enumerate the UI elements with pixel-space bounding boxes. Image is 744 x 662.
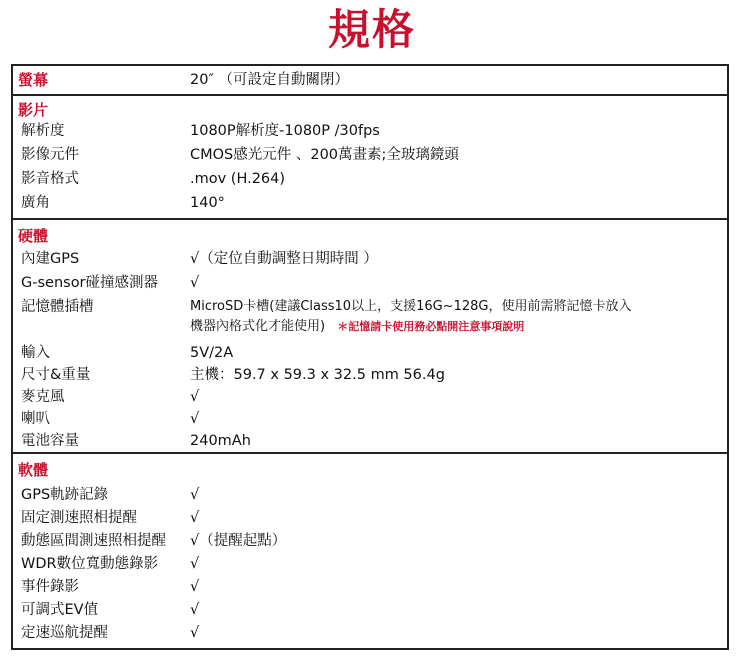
spec-row <box>13 484 727 506</box>
spec-value: √ <box>190 579 200 595</box>
spec-label: 電池容量 <box>21 433 79 449</box>
spec-value: 1080P解析度-1080P /30fps <box>190 123 380 139</box>
spec-label: WDR數位寬動態錄影 <box>21 556 159 572</box>
software-heading: 軟體 <box>18 461 49 479</box>
spec-value: √ <box>190 275 200 291</box>
spec-row <box>13 507 727 529</box>
page-title: 規格 <box>327 5 416 54</box>
hardware-heading: 硬體 <box>18 227 49 245</box>
spec-value-continued: 機器內格式化才能使用) <box>190 319 326 334</box>
memory-card-note: ＊記憶請卡使用務必點開注意事項說明 <box>337 320 525 333</box>
spec-label: 事件錄影 <box>21 579 79 595</box>
spec-label: 動態區間測速照相提醒 <box>21 533 166 549</box>
spec-label: G-sensor碰撞感測器 <box>21 275 159 291</box>
spec-row <box>13 386 727 408</box>
spec-value: 主機：59.7 x 59.3 x 32.5 mm 56.4g <box>190 367 445 383</box>
spec-row <box>13 144 727 166</box>
spec-row <box>13 430 727 452</box>
screen-value: 20″ （可設定自動關閉） <box>190 72 349 88</box>
spec-label: 定速巡航提醒 <box>21 625 108 641</box>
spec-label: 內建GPS <box>21 251 80 267</box>
spec-value: √（提醒起點） <box>190 533 287 549</box>
spec-label: 固定測速照相提醒 <box>21 510 137 526</box>
spec-value-line2 <box>190 316 524 338</box>
spec-value: √ <box>190 487 200 503</box>
hardware-section <box>13 220 727 454</box>
screen-section <box>13 66 727 96</box>
spec-row <box>13 553 727 575</box>
spec-value: CMOS感光元件 、200萬畫素;全玻璃鏡頭 <box>190 147 459 163</box>
spec-row <box>13 530 727 552</box>
spec-value: √ <box>190 556 200 572</box>
spec-value: √ <box>190 510 200 526</box>
spec-value: √ <box>190 625 200 641</box>
video-heading: 影片 <box>18 101 49 119</box>
spec-row <box>13 408 727 430</box>
spec-table <box>11 64 729 650</box>
software-section <box>13 454 727 648</box>
spec-label: 影音格式 <box>21 171 79 187</box>
video-section <box>13 96 727 220</box>
spec-value: √ <box>190 411 200 427</box>
spec-row <box>13 168 727 190</box>
spec-row <box>13 272 727 294</box>
spec-row <box>13 576 727 598</box>
screen-label: 螢幕 <box>18 71 49 89</box>
spec-label: 可調式EV值 <box>21 602 99 618</box>
spec-label: 尺寸&重量 <box>21 367 91 383</box>
spec-value: MicroSD卡槽(建議Class10以上，支援16G~128G，使用前需將記憶卡放入 <box>190 299 632 314</box>
spec-row <box>13 342 727 364</box>
spec-row <box>13 364 727 386</box>
spec-label: 廣角 <box>21 195 50 211</box>
spec-row <box>13 120 727 142</box>
spec-value: 140° <box>190 195 225 211</box>
spec-label: GPS軌跡記錄 <box>21 487 109 503</box>
spec-label: 影像元件 <box>21 147 79 163</box>
spec-label: 麥克風 <box>21 389 65 405</box>
spec-label: 輸入 <box>21 345 50 361</box>
spec-label: 記憶體插槽 <box>21 299 94 315</box>
spec-row <box>13 599 727 621</box>
spec-value: √ <box>190 389 200 405</box>
spec-value: .mov (H.264) <box>190 171 286 187</box>
spec-label: 喇叭 <box>21 411 50 427</box>
spec-row <box>13 192 727 214</box>
spec-row <box>13 622 727 644</box>
spec-value: √ <box>190 602 200 618</box>
spec-value: 240mAh <box>190 433 251 449</box>
spec-value: √（定位自動調整日期時間 ） <box>190 251 378 267</box>
spec-row <box>13 296 727 340</box>
spec-row <box>13 248 727 270</box>
spec-label: 解析度 <box>21 123 65 139</box>
spec-value: 5V/2A <box>190 345 234 361</box>
